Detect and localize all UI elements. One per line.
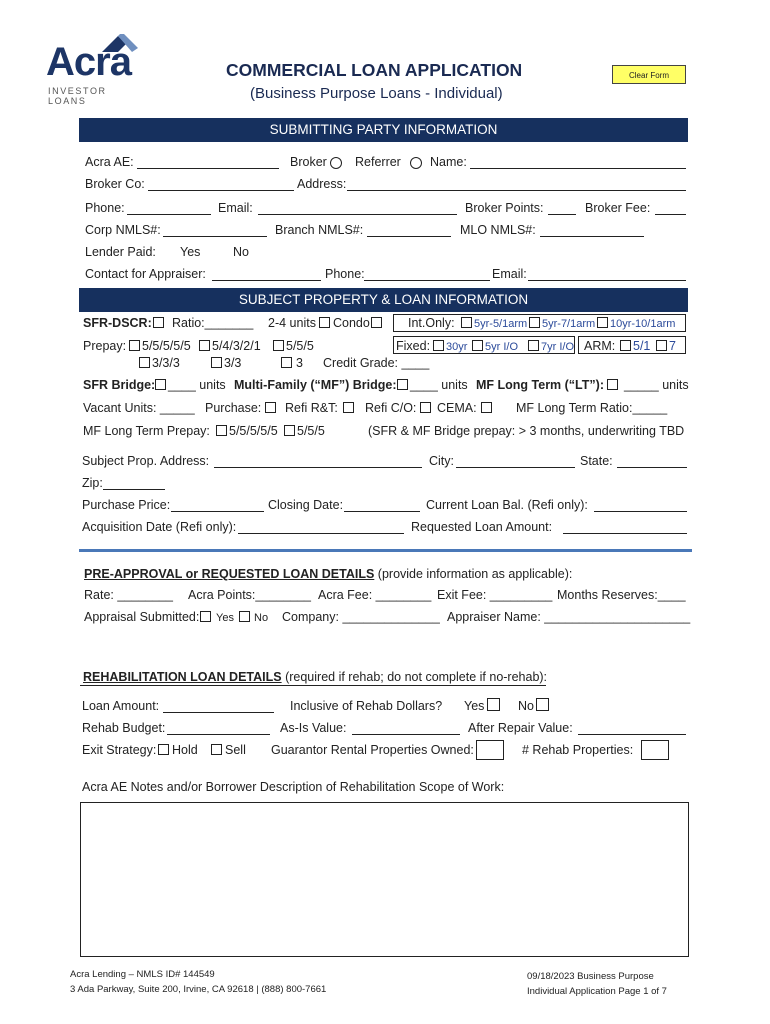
credit-grade-field[interactable]: Credit Grade: ____ [323,356,430,370]
refi-rt-checkbox[interactable] [343,402,354,413]
broker-co-field[interactable] [148,190,294,191]
current-bal-label: Current Loan Bal. (Refi only): [426,498,588,512]
rehab-heading-title: REHABILITATION LOAN DETAILS [83,670,282,684]
as-is-label: As-Is Value: [280,721,347,735]
units-24-label: 2-4 units [268,316,316,330]
refi-co-checkbox[interactable] [420,402,431,413]
inclusive-yes-label: Yes [464,699,485,713]
contact-appraiser-label: Contact for Appraiser: [85,267,206,281]
email-field[interactable] [258,214,457,215]
zip-field[interactable] [103,489,165,490]
name-field[interactable] [470,168,686,169]
lender-paid-no[interactable]: No [233,245,249,259]
acra-fee-field[interactable]: Acra Fee: ________ [318,588,432,602]
sfr-dscr-checkbox[interactable] [153,317,164,328]
rehab-budget-field[interactable] [167,734,270,735]
requested-amt-label: Requested Loan Amount: [411,520,553,534]
corp-nmls-field[interactable] [163,236,267,237]
purchase-label: Purchase: [205,401,262,415]
purchase-price-field[interactable] [171,511,264,512]
broker-fee-field[interactable] [655,214,686,215]
branch-nmls-field[interactable] [367,236,451,237]
inclusive-no-label: No [518,699,534,713]
sell-checkbox[interactable] [211,744,222,755]
rehab-heading-underline [80,685,546,686]
pp5-label: 3/3 [224,356,242,370]
mf-bridge-units[interactable]: ____ units [410,378,468,392]
state-field[interactable] [617,467,687,468]
preapproval-heading-note: (provide information as applicable): [374,567,573,581]
mf-bridge-checkbox[interactable] [397,379,408,390]
preapproval-heading [84,567,572,581]
pp1-checkbox[interactable] [129,340,140,351]
arm1-label: 5/1 [633,339,651,353]
appraisal-yes-label: Yes [216,612,234,624]
hold-checkbox[interactable] [158,744,169,755]
company-field[interactable]: Company: ______________ [282,610,440,624]
pp6-label: 3 [296,356,303,370]
footer-date: 09/18/2023 Business Purpose [527,971,654,982]
mf-lt-checkbox[interactable] [607,379,618,390]
loan-amount-field[interactable] [163,712,274,713]
appraisal-submitted-label: Appraisal Submitted: [84,610,200,624]
inclusive-label: Inclusive of Rehab Dollars? [290,699,443,713]
phone-label: Phone: [85,201,125,215]
rehab-heading [83,670,547,684]
int-only-label: Int.Only: [408,316,455,330]
as-is-field[interactable] [352,734,460,735]
broker-fee-label: Broker Fee: [585,201,651,215]
pp2-checkbox[interactable] [199,340,210,351]
mp1-label: 5/5/5/5/5 [229,424,278,438]
preapproval-heading-title: PRE-APPROVAL or REQUESTED LOAN DETAILS [84,567,375,581]
acq-date-label: Acquisition Date (Refi only): [82,520,237,534]
condo-checkbox[interactable] [371,317,382,328]
broker-co-label: Broker Co: [85,177,145,191]
guarantor-rental-label: Guarantor Rental Properties Owned: [271,743,474,757]
branch-nmls-label: Branch NMLS#: [275,223,364,237]
subject-property-header: SUBJECT PROPERTY & LOAN INFORMATION [79,288,688,312]
acra-points-field[interactable]: Acra Points:________ [188,588,312,602]
loan-amount-label: Loan Amount: [82,699,160,713]
fx1-checkbox[interactable] [433,340,444,351]
appraisal-no-label: No [254,612,269,624]
fx3-label: 7yr I/O [541,341,575,353]
exit-strategy-label: Exit Strategy: [82,743,157,757]
purchase-price-label: Purchase Price: [82,498,171,512]
mf-lt-ratio-field[interactable]: MF Long Term Ratio:_____ [516,401,668,415]
rehab-budget-label: Rehab Budget: [82,721,166,735]
acra-ae-field[interactable] [137,168,279,169]
appraiser-email-field[interactable] [528,280,686,281]
city-label: City: [429,454,454,468]
pp5-checkbox[interactable] [211,357,222,368]
arm1-checkbox[interactable] [620,340,631,351]
pp6-checkbox[interactable] [281,357,292,368]
mlo-nmls-label: MLO NMLS#: [460,223,536,237]
fixed-label: Fixed: [396,339,431,353]
inclusive-no-checkbox[interactable] [536,698,549,711]
pp4-checkbox[interactable] [139,357,150,368]
prepay-label: Prepay: [83,339,127,353]
units-24-checkbox[interactable] [319,317,330,328]
rate-field[interactable]: Rate: ________ [84,588,173,602]
mf-lt-prepay-label: MF Long Term Prepay: [83,424,210,438]
prop-address-label: Subject Prop. Address: [82,454,210,468]
logo-brand: Acra [46,40,131,84]
cema-label: CEMA: [437,401,477,415]
appraiser-name-field[interactable]: Appraiser Name: _____________________ [447,610,691,624]
refi-rt-label: Refi R&T: [285,401,338,415]
io-opt1-label: 5yr-5/1arm [474,318,528,330]
contact-appraiser-field[interactable] [212,280,321,281]
corp-nmls-label: Corp NMLS#: [85,223,161,237]
io-opt2-checkbox[interactable] [529,317,540,328]
appraisal-yes-checkbox[interactable] [200,611,211,622]
clear-form-button[interactable]: Clear Form [612,65,686,84]
mp1-checkbox[interactable] [216,425,227,436]
bridge-prepay-note: (SFR & MF Bridge prepay: > 3 months, underwriting TBD [368,424,685,438]
current-bal-field[interactable] [594,511,687,512]
refi-co-label: Refi C/O: [365,401,417,415]
referrer-label: Referrer [355,155,401,169]
rehab-props-label: # Rehab Properties: [522,743,634,757]
guarantor-rental-field[interactable] [476,740,504,760]
lender-paid-yes[interactable]: Yes [180,245,201,259]
mf-lt-label: MF Long Term (“LT”): [476,378,604,392]
inclusive-yes-checkbox[interactable] [487,698,500,711]
io-opt3-checkbox[interactable] [597,317,608,328]
broker-radio[interactable] [330,157,342,169]
sell-label: Sell [225,743,246,757]
referrer-radio[interactable] [410,157,422,169]
footer-page: Individual Application Page 1 of 7 [527,986,667,997]
broker-points-field[interactable] [548,214,576,215]
pp3-checkbox[interactable] [273,340,284,351]
lender-paid-label: Lender Paid: [85,245,156,259]
acra-ae-label: Acra AE: [85,155,134,169]
appraiser-phone-field[interactable] [364,280,490,281]
page-subtitle: (Business Purpose Loans - Individual) [250,85,503,102]
mp2-checkbox[interactable] [284,425,295,436]
arm-label: ARM: [584,339,616,353]
fx2-label: 5yr I/O [485,341,519,353]
name-label: Name: [430,155,467,169]
acq-date-field[interactable] [238,533,404,534]
mf-lt-units[interactable]: _____ units [624,378,689,392]
fx2-checkbox[interactable] [472,340,483,351]
hold-label: Hold [172,743,198,757]
appraiser-email-label: Email: [492,267,527,281]
closing-date-field[interactable] [344,511,420,512]
fx3-checkbox[interactable] [528,340,539,351]
mp2-label: 5/5/5 [297,424,325,438]
io-opt2-label: 5yr-7/1arm [542,318,596,330]
pp4-label: 3/3/3 [152,356,180,370]
prop-address-field[interactable] [214,467,422,468]
sfr-bridge-label: SFR Bridge: [83,378,156,392]
rehab-props-field[interactable] [641,740,669,760]
logo-subtitle: INVESTOR LOANS [48,86,107,106]
broker-label: Broker [290,155,327,169]
io-opt3-label: 10yr-10/1arm [610,318,676,330]
vacant-units-field[interactable]: Vacant Units: _____ [83,401,195,415]
requested-amt-field[interactable] [563,533,687,534]
section-divider [79,549,692,552]
arm2-label: 7 [669,339,676,353]
closing-date-label: Closing Date: [268,498,344,512]
zip-label: Zip: [82,476,103,490]
address-field[interactable] [347,190,686,191]
after-repair-label: After Repair Value: [468,721,573,735]
ratio-field[interactable]: Ratio:_______ [172,316,254,330]
cema-checkbox[interactable] [481,402,492,413]
purchase-checkbox[interactable] [265,402,276,413]
city-field[interactable] [456,467,575,468]
phone-field[interactable] [127,214,211,215]
acra-logo [46,34,146,106]
page-title: COMMERCIAL LOAN APPLICATION [226,60,523,80]
address-label: Address: [297,177,347,191]
footer-nmls: Acra Lending – NMLS ID# 144549 [70,969,215,980]
pp2-label: 5/4/3/2/1 [212,339,261,353]
rehab-heading-note: (required if rehab; do not complete if no-rehab): [281,670,548,684]
submitting-party-header: SUBMITTING PARTY INFORMATION [79,118,688,142]
footer-address: 3 Ada Parkway, Suite 200, Irvine, CA 92618 | (888) 800-7661 [70,984,327,995]
mf-bridge-label: Multi-Family (“MF”) Bridge: [234,378,397,392]
notes-textarea[interactable] [80,802,689,957]
appraisal-no-checkbox[interactable] [239,611,250,622]
arm2-checkbox[interactable] [656,340,667,351]
mlo-nmls-field[interactable] [540,236,644,237]
pp1-label: 5/5/5/5/5 [142,339,191,353]
notes-label: Acra AE Notes and/or Borrower Description of Rehabilitation Scope of Work: [82,780,505,794]
pp3-label: 5/5/5 [286,339,314,353]
condo-label: Condo [333,316,370,330]
sfr-dscr-label: SFR-DSCR: [83,316,152,330]
state-label: State: [580,454,613,468]
appraiser-phone-label: Phone: [325,267,365,281]
io-opt1-checkbox[interactable] [461,317,472,328]
broker-points-label: Broker Points: [465,201,544,215]
sfr-bridge-units[interactable]: ____ units [168,378,226,392]
sfr-bridge-checkbox[interactable] [155,379,166,390]
after-repair-field[interactable] [578,734,686,735]
exit-fee-field[interactable]: Exit Fee: _________ [437,588,553,602]
months-reserves-field[interactable]: Months Reserves:____ [557,588,686,602]
fx1-label: 30yr [446,341,468,353]
email-label: Email: [218,201,253,215]
